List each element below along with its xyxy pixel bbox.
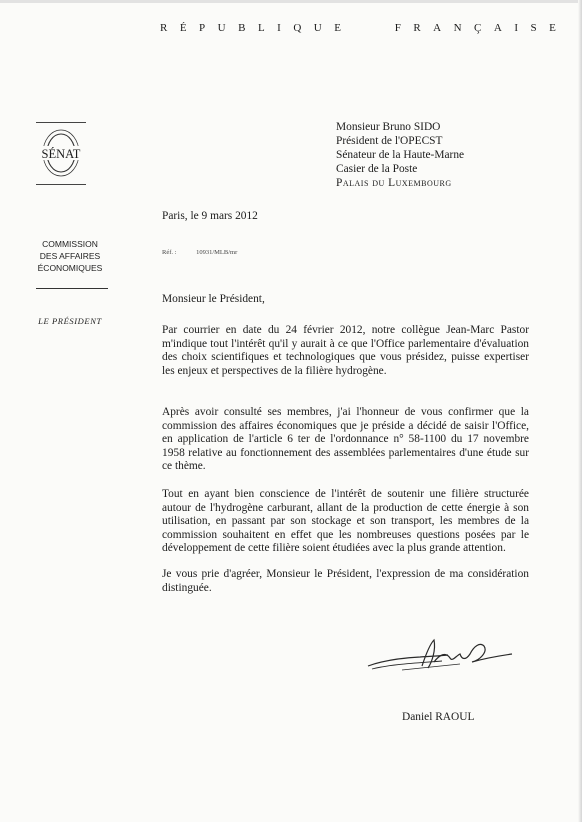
recipient-line-3: Sénateur de la Haute-Marne <box>336 149 465 161</box>
paragraph-2: Après avoir consulté ses membres, j'ai l'honneur de vous confirmer que la commission des affaires économiques que je préside a décidé de saisir l'Office, en application de l'article 6 ter de l'ordonnance n° 58-1100 du 17 novembre 1958 relative au fonctionnement des assemblées parlementaires d'une étude sur ce thème. <box>162 406 529 473</box>
header-word-2: FRANÇAISE <box>394 22 569 34</box>
senat-logo-icon <box>34 128 88 178</box>
reference-label: Réf. : <box>162 249 177 256</box>
paragraph-4-closing: Je vous prie d'agréer, Monsieur le Président, l'expression de ma considération distinguée. <box>162 568 529 594</box>
recipient-palace: Palais du Luxembourg <box>336 177 452 189</box>
paragraph-1: Par courrier en date du 24 février 2012, notre collègue Jean-Marc Pastor m'indique tout l'intérêt qu'il y aurait à ce que l'Office parlementaire d'évaluation des choix scientifiques et technologiques que vous présidez, puisse expertiser les enjeux et perspectives de la filière hydrogène. <box>162 324 529 377</box>
commission-line-1: COMMISSION <box>42 239 98 249</box>
scan-right-edge <box>578 0 582 822</box>
recipient-line-1: Monsieur Bruno SIDO <box>336 121 441 133</box>
commission-line-2: DES AFFAIRES <box>39 251 101 261</box>
header-word-1: RÉPUBLIQUE <box>160 22 354 34</box>
recipient-address <box>336 120 464 190</box>
commission-line-3: ÉCONOMIQUES <box>37 263 103 273</box>
logo-top-rule <box>36 122 86 123</box>
letterhead-republique-francaise <box>160 22 569 34</box>
logo-text: SÉNAT <box>41 147 81 161</box>
logo-bottom-rule <box>36 184 86 185</box>
president-role: LE PRÉSIDENT <box>38 316 102 326</box>
salutation: Monsieur le Président, <box>162 293 265 305</box>
handwritten-signature-icon <box>362 632 522 682</box>
scan-top-edge <box>0 0 582 3</box>
reference <box>162 249 237 256</box>
commission-rule <box>36 288 108 289</box>
recipient-line-4: Casier de la Poste <box>336 163 418 175</box>
reference-value: 10931/MLB/mr <box>196 249 238 256</box>
letter-date: Paris, le 9 mars 2012 <box>162 210 258 222</box>
recipient-line-2: Président de l'OPECST <box>336 135 443 147</box>
signer-name: Daniel RAOUL <box>402 711 475 723</box>
paragraph-3: Tout en ayant bien conscience de l'intérêt de soutenir une filière structurée autour de l'hydrogène carburant, allant de la production de cette énergie à son utilisation, en passant par son stockage et son transport, les membres de la commission souhaitent en effet que les nombreuses questions posées par le développement de cette filière soient étudiées avec la plus grande attention. <box>162 488 529 555</box>
commission-name <box>22 238 118 274</box>
